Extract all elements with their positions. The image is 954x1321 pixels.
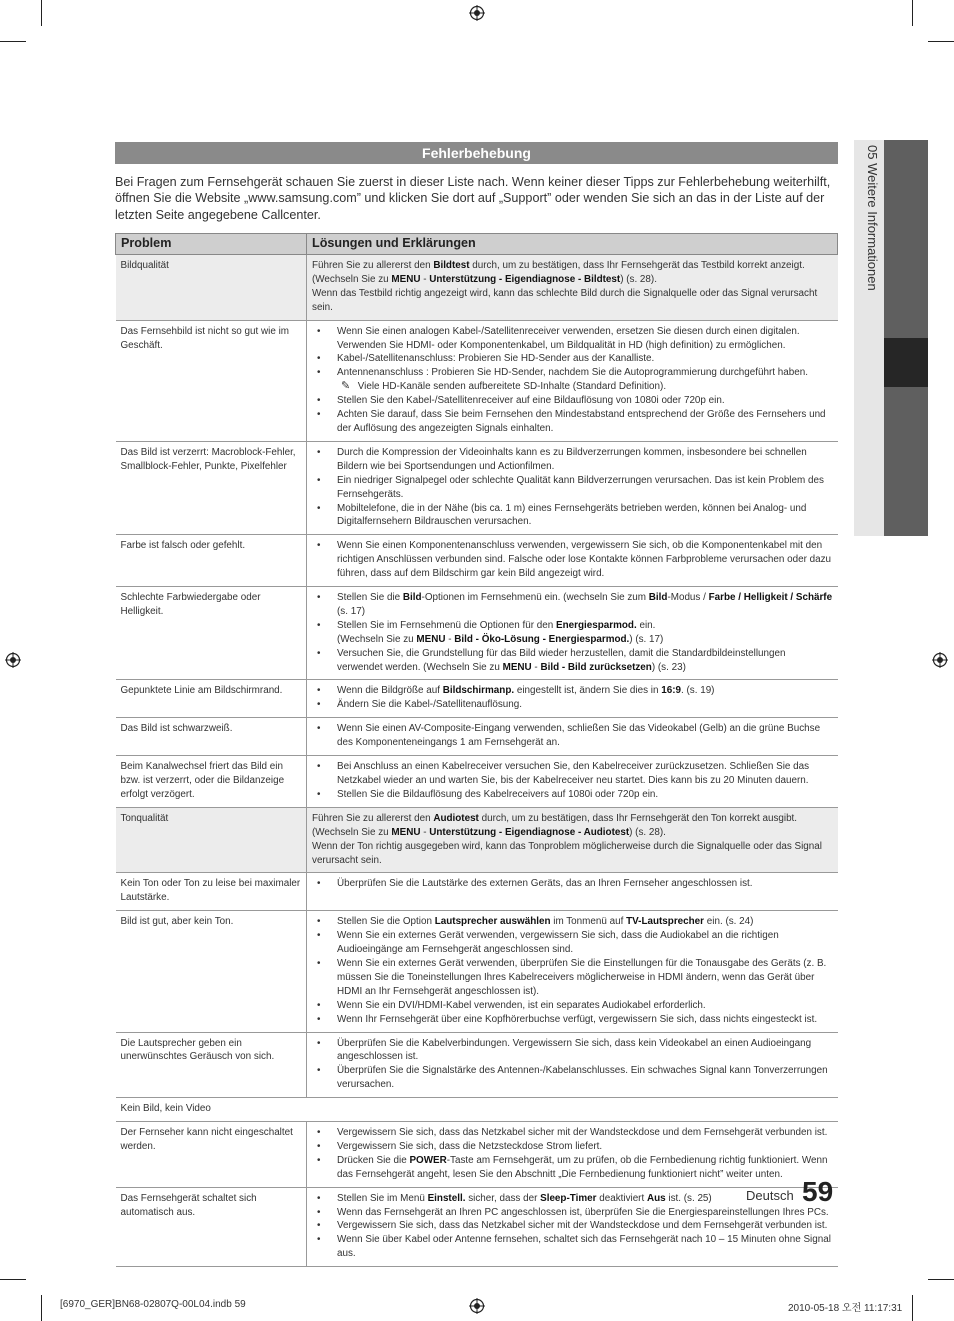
solution-cell: • Stellen Sie im Menü Einstell. sicher, dass der Sleep-Timer deaktiviert Aus ist. (s. 25) • Wenn das Fernsehgerät an Ihren PC angeschlossen ist, überprüfen Sie die Energiespareinstellungen Ihres PCs. • Vergewissern Sie sich, dass das Netzkabel sicher mit der Wandsteckdose und dem Fernsehgerät verbunden ist. • Wenn Sie über Kabel oder Antenne fernsehen, schaltet sich das Fernsehgerät nach 10 – 15 Minuten ohne Signal aus. (307, 1187, 838, 1267)
problem-cell: Bild ist gut, aber kein Ton. (116, 911, 307, 1032)
registration-mark-icon (469, 5, 485, 21)
solution-cell: • Vergewissern Sie sich, dass das Netzkabel sicher mit der Wandsteckdose und dem Fernsehgerät verbunden ist. • Vergewissern Sie sich, dass die Netzsteckdose Strom liefert. • Drücken Sie die POWER-Taste am Fernsehgerät, um zu prüfen, ob die Fernbedienung richtig funktioniert. Wenn das Fernsehgerät angeht, lesen Sie den Abschnitt „Die Fernbedienung funktioniert nicht” weiter unten. (307, 1122, 838, 1188)
crop-mark (928, 41, 954, 42)
page-number: 59 (802, 1176, 834, 1207)
problem-cell: Schlechte Farbwiedergabe oder Helligkeit. (116, 587, 307, 680)
solution-cell: • Wenn die Bildgröße auf Bildschirmanp. eingestellt ist, ändern Sie dies in 16:9. (s. 19) • Ändern Sie die Kabel-/Satellitenauflösung. (307, 680, 838, 718)
problem-cell: Der Fernseher kann nicht eingeschaltet werden. (116, 1122, 307, 1188)
chapter-tab-label: 05 Weitere Informationen (865, 145, 880, 291)
table-header (116, 234, 838, 255)
crop-mark (928, 1279, 954, 1280)
table-row (116, 1032, 838, 1098)
solution-cell: Führen Sie zu allererst den Audiotest durch, um zu bestätigen, dass Ihr Fernsehgerät den Ton korrekt ausgibt. (Wechseln Sie zu MENU - Unterstützung - Eigendiagnose - Audiotest) (s. 28). Wenn der Ton richtig ausgegeben wird, kann das Tonproblem möglicherweise durch die Signalquelle oder das Signal verursacht sein. (307, 807, 838, 873)
column-header-solution: Lösungen und Erklärungen (307, 234, 838, 255)
note-icon: ✎ (341, 380, 351, 393)
table-row (116, 535, 838, 587)
problem-cell: Bildqualität (116, 255, 307, 321)
crop-mark (0, 41, 26, 42)
intro-paragraph: Bei Fragen zum Fernsehgerät schauen Sie zuerst in dieser Liste nach. Wenn keiner dieser Tipps zur Fehlerbehebung weiterhilft, öffnen Sie die Website „www.samsung.com” und klicken Sie dort auf „Support” oder wenden Sie sich an das in der Liste auf der letzten Seite angegebene Callcenter. (115, 175, 831, 222)
table-row (116, 1122, 838, 1188)
problem-cell: Kein Ton oder Ton zu leise bei maximaler Lautstärke. (116, 873, 307, 911)
problem-cell: Das Fernsehbild ist nicht so gut wie im Geschäft. (116, 320, 307, 441)
solution-cell: • Überprüfen Sie die Kabelverbindungen. Vergewissern Sie sich, dass kein Videokabel an einen Audioeingang angeschlossen ist. • Überprüfen Sie die Signalstärke des Antennen-/Kabelanschlusses. Ein schwaches Signal kann Tonverzerrungen verursachen. (307, 1032, 838, 1098)
problem-cell: Das Fernsehgerät schaltet sich automatisch aus. (116, 1187, 307, 1267)
problem-cell: Tonqualität (116, 807, 307, 873)
footer-language: Deutsch (746, 1188, 794, 1203)
problem-cell: Gepunktete Linie am Bildschirmrand. (116, 680, 307, 718)
table-row (116, 873, 838, 911)
crop-mark (912, 0, 913, 26)
table-row (116, 255, 838, 321)
print-slug-file: [6970_GER]BN68-02807Q-00L04.indb 59 (60, 1299, 246, 1310)
registration-mark-icon (932, 652, 948, 668)
crop-mark (0, 1279, 26, 1280)
table-row (116, 680, 838, 718)
crop-mark (912, 1295, 913, 1321)
troubleshooting-table (115, 233, 838, 1267)
registration-mark-icon (5, 652, 21, 668)
solution-cell: • Wenn Sie einen Komponentenanschluss verwenden, vergewissern Sie sich, ob die Komponentenkabel mit den richtigen Anschlüssen verbunden sind. Falsche oder lose Kontakte können Farbprobleme verursachen oder dazu führen, dass auf dem Bildschirm gar kein Bild angezeigt wird. (307, 535, 838, 587)
table-row (116, 911, 838, 1032)
solution-cell: • Durch die Kompression der Videoinhalts kann es zu Bildverzerrungen kommen, insbesondere bei schnellen Bildern wie bei Sportsendungen und Actionfilmen. • Ein niedriger Signalpegel oder schlechte Qualität kann Bildverzerrungen verursachen. Das ist kein Problem des Fernsehgeräts. • Mobiltelefone, die in der Nähe (bis ca. 1 m) eines Fernsehgeräts betrieben werden, können bei Analog- und Digitalfernsehern Bildrauschen verursachen. (307, 441, 838, 534)
print-slug-date: 2010-05-18 오전 11:17:31 (788, 1303, 903, 1314)
problem-cell: Das Bild ist verzerrt: Macroblock-Fehler, Smallblock-Fehler, Punkte, Pixelfehler (116, 441, 307, 534)
chapter-tab-block (884, 387, 928, 536)
problem-cell: Das Bild ist schwarzweiß. (116, 718, 307, 756)
table-row (116, 1098, 838, 1122)
solution-cell: • Bei Anschluss an einen Kabelreceiver versuchen Sie, den Kabelreceiver zurückzusetzen. Schließen Sie das Netzkabel wieder an und warten Sie, bis der Kabelreceiver neu startet. Dies kann bis zu 20 Minuten dauern. • Stellen Sie die Bildauflösung des Kabelreceivers auf 1080i oder 720p ein. (307, 756, 838, 808)
problem-cell: Beim Kanalwechsel friert das Bild ein bzw. ist verzerrt, oder die Bildanzeige erfolgt verzögert. (116, 756, 307, 808)
solution-cell: • Wenn Sie einen analogen Kabel-/Satellitenreceiver verwenden, ersetzen Sie diesen durch einen digitalen. Verwenden Sie HDMI- oder Komponentenkabel, um Bildqualität in HD (high definition) zu ermöglichen. • Kabel-/Satellitenanschluss: Probieren Sie HD-Sender aus der Kanalliste. • Antennenanschluss : Probieren Sie HD-Sender, nachdem Sie die Autoprogrammierung durchgeführt haben. ✎ Viele HD-Kanäle senden aufbereitete SD-Inhalte (Standard Definition). • Stellen Sie den Kabel-/Satellitenreceiver auf eine Bildauflösung von 1080i oder 720p ein. • Achten Sie darauf, dass Sie beim Fernsehen den Mindestabstand entsprechend der Größe des Fernsehers und der Auflösung des angezeigten Signals einhalten. (307, 320, 838, 441)
table-row (116, 807, 838, 873)
registration-mark-icon (469, 1298, 485, 1314)
table-row (116, 587, 838, 680)
solution-cell: • Überprüfen Sie die Lautstärke des externen Geräts, das an Ihren Fernseher angeschlossen ist. (307, 873, 838, 911)
section-title: Fehlerbehebung (115, 142, 838, 164)
solution-cell: Führen Sie zu allererst den Bildtest durch, um zu bestätigen, dass Ihr Fernsehgerät das Testbild korrekt anzeigt. (Wechseln Sie zu MENU - Unterstützung - Eigendiagnose - Bildtest) (s. 28). Wenn das Testbild richtig angezeigt wird, kann das schlechte Bild durch die Signalquelle oder das Signal verursacht sein. (307, 255, 838, 321)
crop-mark (41, 0, 42, 26)
column-header-problem: Problem (116, 234, 307, 255)
solution-cell: • Stellen Sie die Option Lautsprecher auswählen im Tonmenü auf TV-Lautsprecher ein. (s. 24) • Wenn Sie ein externes Gerät verwenden, vergewissern Sie sich, dass die Audiokabel an die richtigen Audioeingänge am Fernsehgerät angeschlossen sind. • Wenn Sie ein externes Gerät verwenden, überprüfen Sie die Einstellungen für die Tonausgabe des Geräts (z. B. müssen Sie die Toneinstellungen Ihres Kabelreceivers möglicherweise in HDMI ändern, wenn das Gerät über HDMI an Ihr Fernsehgerät angeschlossen ist). • Wenn Sie ein DVI/HDMI-Kabel verwenden, ist ein separates Audiokabel erforderlich. • Wenn Ihr Fernsehgerät über eine Kopfhörerbuchse verfügt, vergewissern Sie sich, dass nichts eingesteckt ist. (307, 911, 838, 1032)
category-cell: Kein Bild, kein Video (116, 1098, 838, 1122)
chapter-tab-active-block (884, 338, 928, 387)
crop-mark (41, 1295, 42, 1321)
table-row (116, 1187, 838, 1267)
solution-cell: • Wenn Sie einen AV-Composite-Eingang verwenden, schließen Sie das Videokabel (Gelb) an die grüne Buchse des Komponenteneingangs 1 am Fernsehgerät an. (307, 718, 838, 756)
table-row (116, 441, 838, 534)
table-row (116, 756, 838, 808)
chapter-tab-block (884, 140, 928, 338)
problem-cell: Farbe ist falsch oder gefehlt. (116, 535, 307, 587)
problem-cell: Die Lautsprecher geben ein unerwünschtes Geräusch von sich. (116, 1032, 307, 1098)
table-row (116, 320, 838, 441)
table-row (116, 718, 838, 756)
solution-cell: • Stellen Sie die Bild-Optionen im Fernsehmenü ein. (wechseln Sie zum Bild-Modus / Farbe / Helligkeit / Schärfe (s. 17) • Stellen Sie im Fernsehmenü die Optionen für den Energiesparmod. ein. (Wechseln Sie zu MENU - Bild - Öko-Lösung - Energiesparmod.) (s. 17) • Versuchen Sie, die Grundstellung für das Bild wieder herzustellen, damit die Standardbildeinstellungen verwendet werden. (Wechseln Sie zu MENU - Bild - Bild zurücksetzen) (s. 23) (307, 587, 838, 680)
